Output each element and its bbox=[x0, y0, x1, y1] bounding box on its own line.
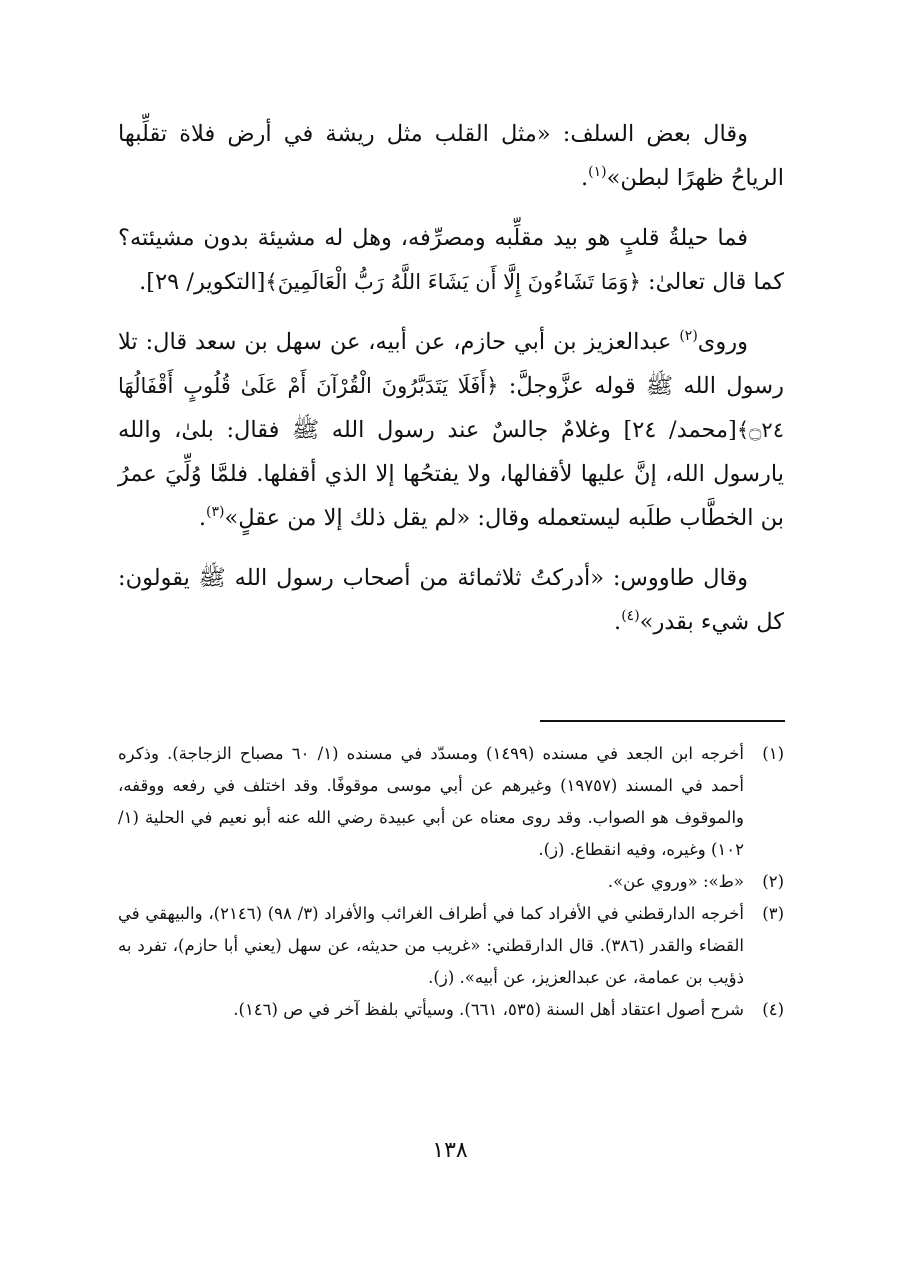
footnote-text: «ط»: «وروي عن». bbox=[607, 872, 744, 891]
paragraph-1: وقال بعض السلف: «مثل القلب مثل ريشة في أرض فلاة تقلِّبها الرياحُ ظهرًا لبطن»$^{(١)}$. bbox=[118, 121, 784, 191]
footnote-ref-3[interactable]: (٣) bbox=[206, 504, 225, 520]
paragraph-3: وروى$^{(٢)}$ عبدالعزيز بن أبي حازم، عن أبيه، عن سهل بن سعد قال: تلا رسول الله ﷺ قوله عزَّوجلَّ: ﴿أَفَلَا يَتَدَبَّرُونَ الْقُرْآنَ أَمْ عَلَىٰ قُلُوبٍ أَقْفَالُهَا ۝٢٤﴾[محمد/ ٢٤] وغلامٌ جالسٌ عند رسول الله ﷺ فقال: بلىٰ، والله يارسول الله، إنَّ عليها لأقفالها، ولا يفتحُها إلا الذي أقفلها. فلمَّا وُلِّيَ عمرُ بن الخطَّاب طلَبه ليستعمله وقال: «لم يقل ذلك إلا من عقلٍ»$^{(٣)}$. bbox=[118, 328, 784, 531]
footnote-text: شرح أصول اعتقاد أهل السنة (٥٣٥، ٦٦١). وسيأتي بلفظ آخر في ص (١٤٦). bbox=[233, 1000, 744, 1019]
footnote-4 bbox=[118, 994, 784, 1026]
footnote-separator bbox=[540, 720, 785, 722]
main-text bbox=[118, 112, 784, 660]
paragraph-4: وقال طاووس: «أدركتُ ثلاثمائة من أصحاب رسول الله ﷺ يقولون: كل شيء بقدر»$^{(٤)}$. bbox=[118, 565, 784, 635]
footnote-number: (٢) bbox=[762, 872, 784, 891]
footnote-number: (١) bbox=[762, 744, 784, 763]
quran-verse: ﴿أَفَلَا يَتَدَبَّرُونَ الْقُرْآنَ أَمْ عَلَىٰ قُلُوبٍ أَقْفَالُهَا ۝٢٤﴾ bbox=[118, 374, 784, 442]
footnote-2 bbox=[118, 866, 784, 898]
quran-verse: ﴿وَمَا تَشَاءُونَ إِلَّا أَن يَشَاءَ اللَّهُ رَبُّ الْعَالَمِينَ﴾ bbox=[265, 270, 641, 294]
footnote-text: أخرجه الدارقطني في الأفراد كما في أطراف الغرائب والأفراد (٣/ ٩٨) (٢١٤٦)، والبيهقي في القضاء والقدر (٣٨٦). قال الدارقطني: «غريب من حديثه، عن سهل (يعني أبا حازم)، تفرد به ذؤيب بن عمامة، عن عبدالعزيز، عن أبيه». (ز). bbox=[118, 904, 745, 987]
footnote-ref-2[interactable]: (٢) bbox=[679, 328, 698, 344]
footnote-number: (٣) bbox=[762, 904, 784, 923]
paragraph-2: فما حيلةُ قلبٍ هو بيد مقلِّبه ومصرِّفه، وهل له مشيئة بدون مشيئته؟ كما قال تعالىٰ: ﴿وَمَا تَشَاءُونَ إِلَّا أَن يَشَاءَ اللَّهُ رَبُّ الْعَالَمِينَ﴾[التكوير/ ٢٩]. bbox=[118, 225, 784, 295]
footnote-1 bbox=[118, 738, 784, 866]
footnote-3 bbox=[118, 898, 784, 994]
footnotes bbox=[118, 738, 784, 1026]
footnote-ref-1[interactable]: (١) bbox=[588, 164, 607, 180]
footnote-ref-4[interactable]: (٤) bbox=[621, 608, 640, 624]
page-number: ١٣٨ bbox=[432, 1138, 468, 1163]
footnote-number: (٤) bbox=[762, 1000, 784, 1019]
footnote-text: أخرجه ابن الجعد في مسنده (١٤٩٩) ومسدّد في مسنده (١/ ٦٠ مصباح الزجاجة). وذكره أحمد في المسند (١٩٧٥٧) وغيرهم عن أبي موسى موقوفًا. وقد اختلف في رفعه ووقفه، والموقوف هو الصواب. وقد روى معناه عن أبي عبيدة رضي الله عنه أبو نعيم في الحلية (١/ ١٠٢) وغيره، وفيه انقطاع. (ز). bbox=[118, 744, 745, 859]
